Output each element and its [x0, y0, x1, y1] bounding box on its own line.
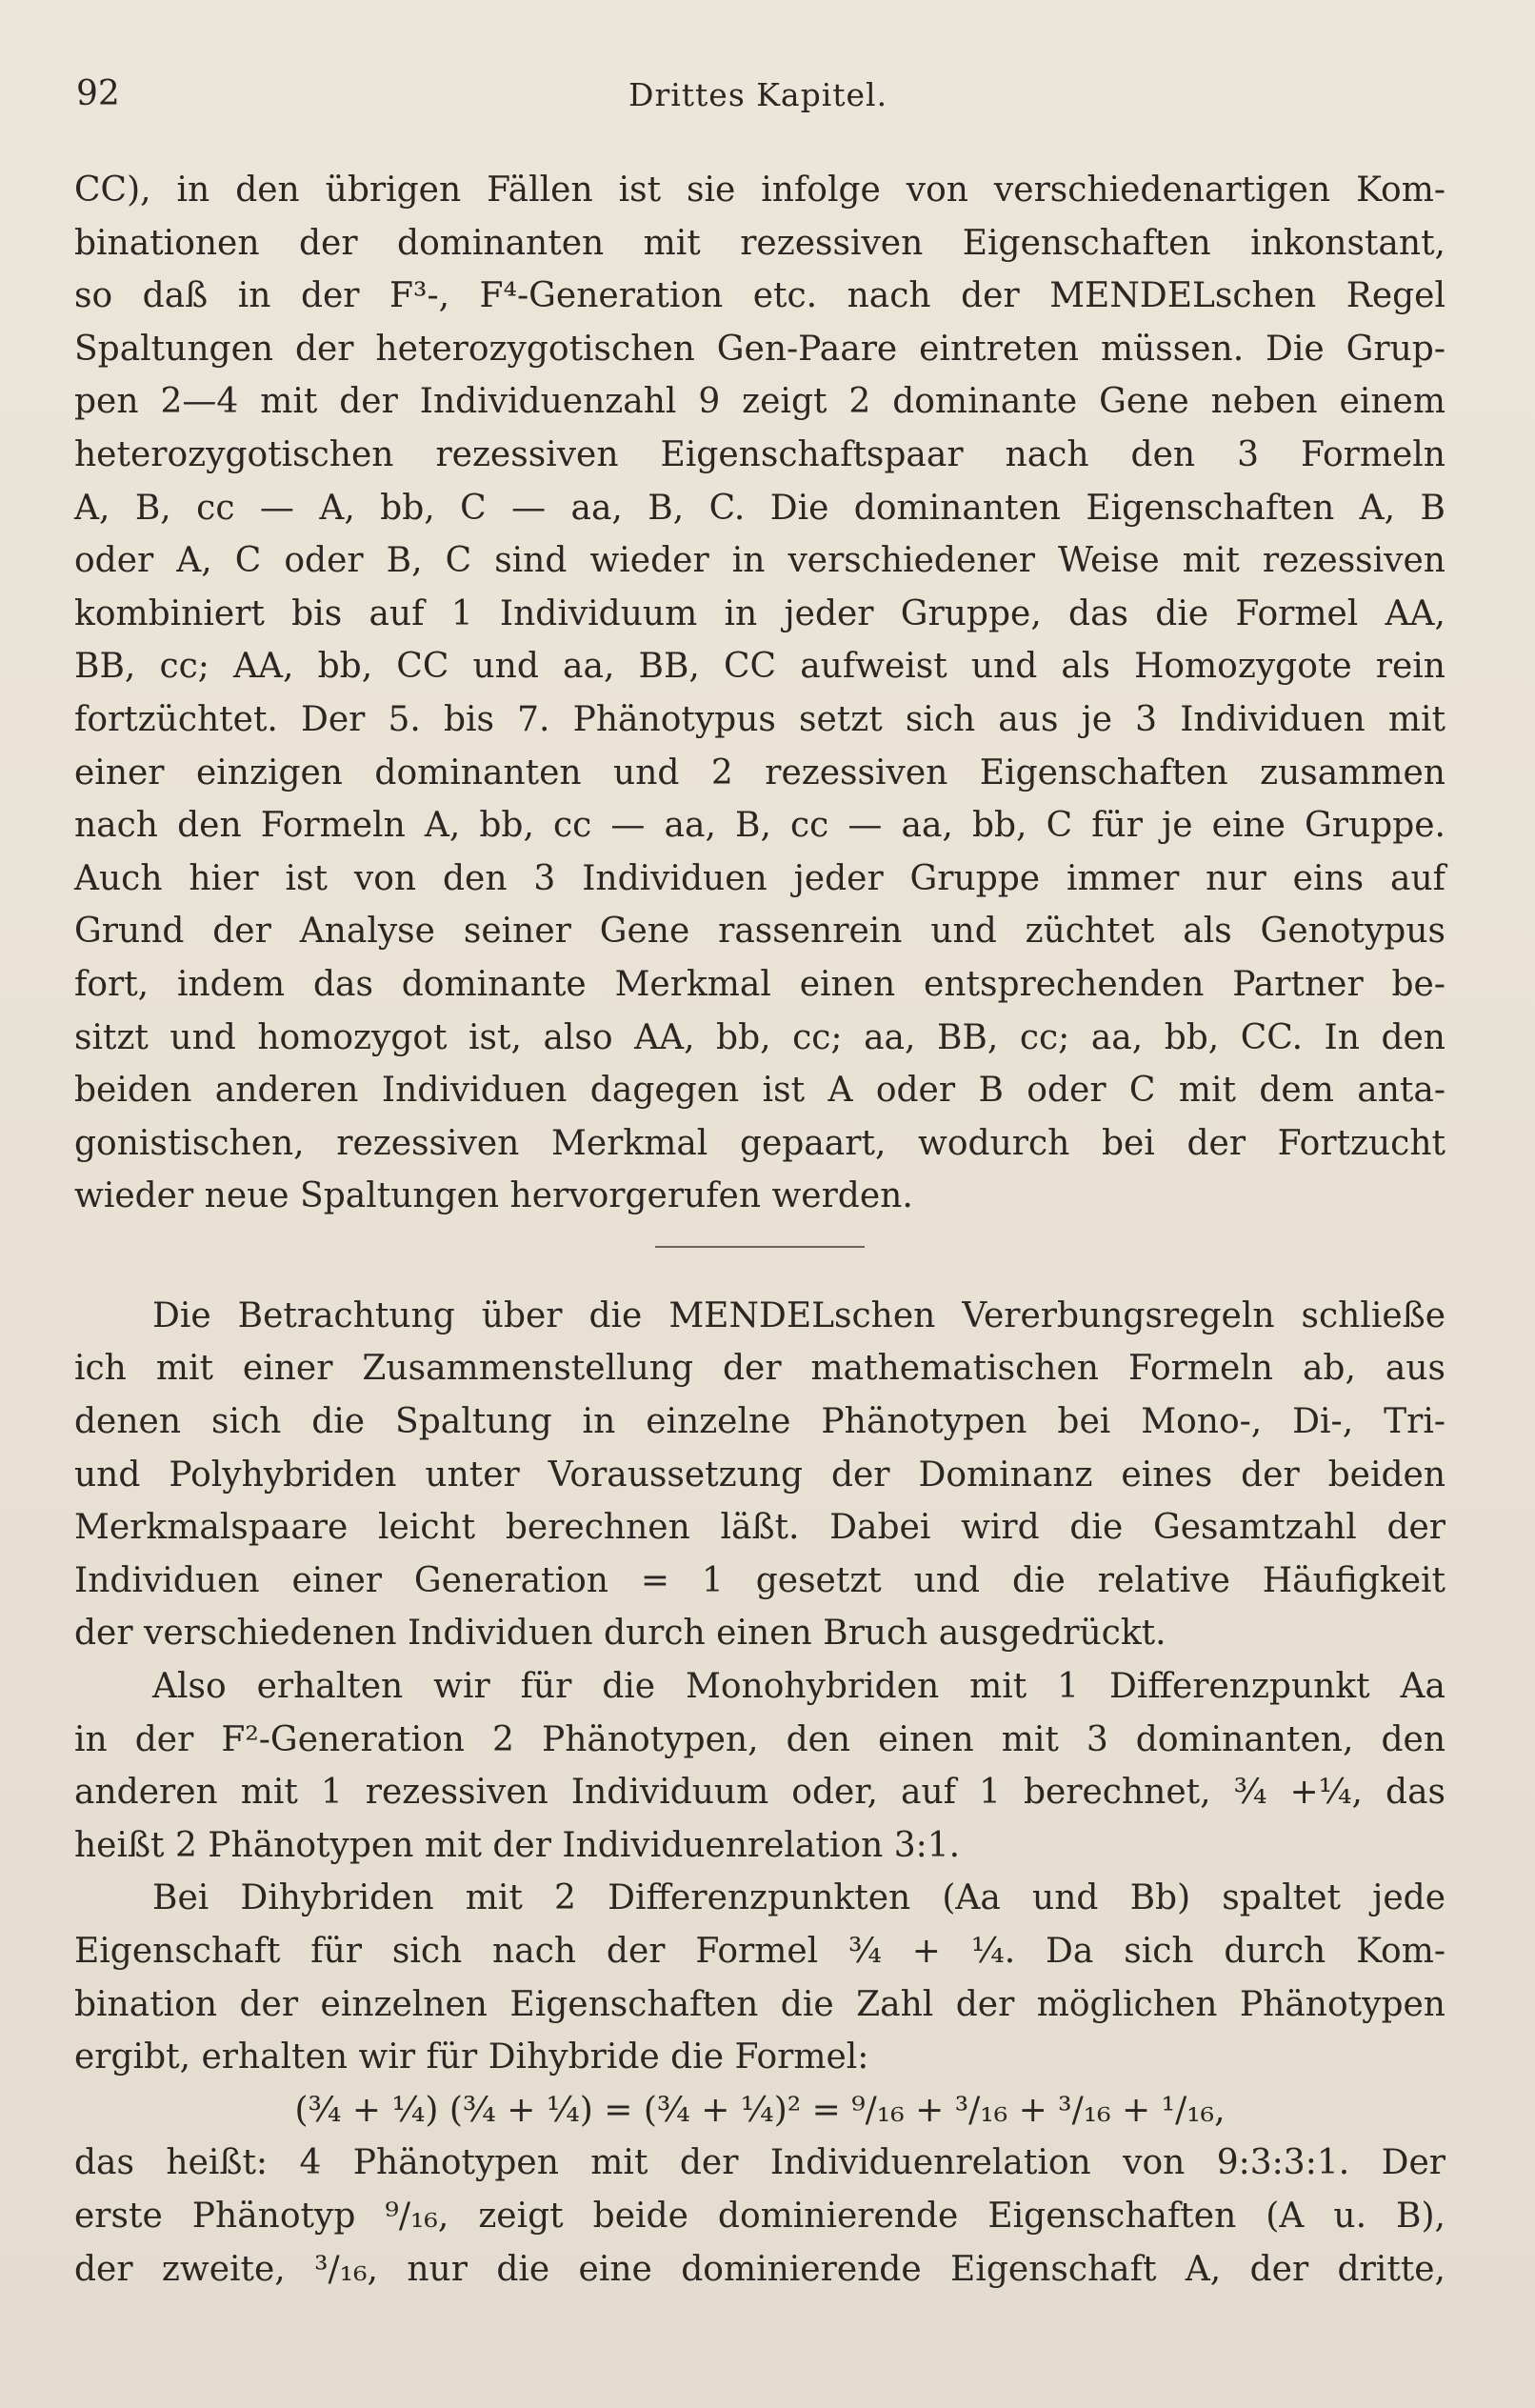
text-line: Also erhalten wir für die Monohybriden mit 1 Differenzpunkt Aa: [152, 1667, 1445, 1707]
text-line: so daß in der F³-, F⁴-Generation etc. nach der MENDELschen Regel: [74, 276, 1445, 316]
text-line: und Polyhybriden unter Voraussetzung der Dominanz eines der beiden: [74, 1455, 1445, 1495]
body-text: [74, 164, 1445, 2296]
text-line: Bei Dihybriden mit 2 Differenzpunkten (Aa und Bb) spaltet jede: [152, 1878, 1445, 1918]
running-head: Drittes Kapitel.: [628, 76, 888, 113]
text-line: erste Phänotyp ⁹/₁₆, zeigt beide dominierende Eigenschaften (A u. B),: [74, 2196, 1445, 2236]
text-line: fortzüchtet. Der 5. bis 7. Phänotypus setzt sich aus je 3 Individuen mit: [74, 699, 1445, 739]
text-line: binationen der dominanten mit rezessiven Eigenschaften inkonstant,: [74, 223, 1445, 263]
text-line: oder A, C oder B, C sind wieder in verschiedener Weise mit rezessiven: [74, 541, 1445, 581]
text-line: kombiniert bis auf 1 Individuum in jeder Gruppe, das die Formel AA,: [74, 593, 1445, 633]
text-line: wieder neue Spaltungen hervorgerufen werden.: [74, 1176, 913, 1216]
text-line: in der F²-Generation 2 Phänotypen, den einen mit 3 dominanten, den: [74, 1719, 1445, 1759]
text-line: sitzt und homozygot ist, also AA, bb, cc; aa, BB, cc; aa, bb, CC. In den: [74, 1017, 1445, 1057]
text-line: Eigenschaft für sich nach der Formel ¾ + ¼. Da sich durch Kom-: [74, 1932, 1445, 1971]
paragraph-5: [74, 2137, 1445, 2296]
paragraph-3: [74, 1660, 1445, 1872]
text-line: denen sich die Spaltung in einzelne Phänotypen bei Mono-, Di-, Tri-: [74, 1402, 1445, 1442]
text-line: der zweite, ³/₁₆, nur die eine dominierende Eigenschaft A, der dritte,: [74, 2249, 1445, 2289]
text-line: ergibt, erhalten wir für Dihybride die Formel:: [74, 2037, 869, 2077]
paragraph-2: [74, 1290, 1445, 1660]
page-header: [76, 74, 1447, 122]
text-line: gonistischen, rezessiven Merkmal gepaart, wodurch bei der Fortzucht: [74, 1123, 1445, 1163]
text-line: einer einzigen dominanten und 2 rezessiven Eigenschaften zusammen: [74, 752, 1445, 793]
text-line: Spaltungen der heterozygotischen Gen-Paare eintreten müssen. Die Grup-: [74, 329, 1445, 369]
text-line: nach den Formeln A, bb, cc — aa, B, cc — aa, bb, C für je eine Gruppe.: [74, 806, 1445, 846]
text-line: bination der einzelnen Eigenschaften die Zahl der möglichen Phänotypen: [74, 1984, 1445, 2024]
formula-line: (¾ + ¼) (¾ + ¼) = (¾ + ¼)² = ⁹/₁₆ + ³/₁₆ + ³/₁₆ + ¹/₁₆,: [294, 2090, 1226, 2130]
text-line: CC), in den übrigen Fällen ist sie infolge von verschiedenartigen Kom-: [74, 171, 1445, 210]
text-line: pen 2—4 mit der Individuenzahl 9 zeigt 2 dominante Gene neben einem: [74, 382, 1445, 422]
text-line: Merkmalspaare leicht berechnen läßt. Dabei wird die Gesamtzahl der: [74, 1508, 1445, 1548]
text-line: das heißt: 4 Phänotypen mit der Individuenrelation von 9:3:3:1. Der: [74, 2143, 1445, 2183]
text-line: anderen mit 1 rezessiven Individuum oder, auf 1 berechnet, ¾ +¼, das: [74, 1773, 1445, 1813]
text-line: A, B, cc — A, bb, C — aa, B, C. Die dominanten Eigenschaften A, B: [74, 488, 1445, 528]
text-line: Grund der Analyse seiner Gene rassenrein und züchtet als Genotypus: [74, 912, 1445, 952]
paragraph-4: [74, 1872, 1445, 2083]
text-line: heterozygotischen rezessiven Eigenschaftspaar nach den 3 Formeln: [74, 434, 1445, 474]
text-line: heißt 2 Phänotypen mit der Individuenrelation 3:1.: [74, 1825, 961, 1865]
text-line: ich mit einer Zusammenstellung der mathematischen Formeln ab, aus: [74, 1349, 1445, 1389]
text-line: Auch hier ist von den 3 Individuen jeder Gruppe immer nur eins auf: [74, 858, 1445, 898]
text-line: beiden anderen Individuen dagegen ist A oder B oder C mit dem anta-: [74, 1071, 1445, 1111]
text-line: Individuen einer Generation = 1 gesetzt und die relative Häufigkeit: [74, 1560, 1445, 1600]
paragraph-1: [74, 164, 1445, 1223]
page-number: 92: [76, 74, 120, 113]
section-divider: [655, 1246, 865, 1248]
text-line: der verschiedenen Individuen durch einen Bruch ausgedrückt.: [74, 1614, 1166, 1654]
text-line: Die Betrachtung über die MENDELschen Vererbungsregeln schließe: [152, 1295, 1445, 1335]
text-line: BB, cc; AA, bb, CC und aa, BB, CC aufweist und als Homozygote rein: [74, 647, 1445, 687]
text-line: fort, indem das dominante Merkmal einen entsprechenden Partner be-: [74, 964, 1445, 1004]
